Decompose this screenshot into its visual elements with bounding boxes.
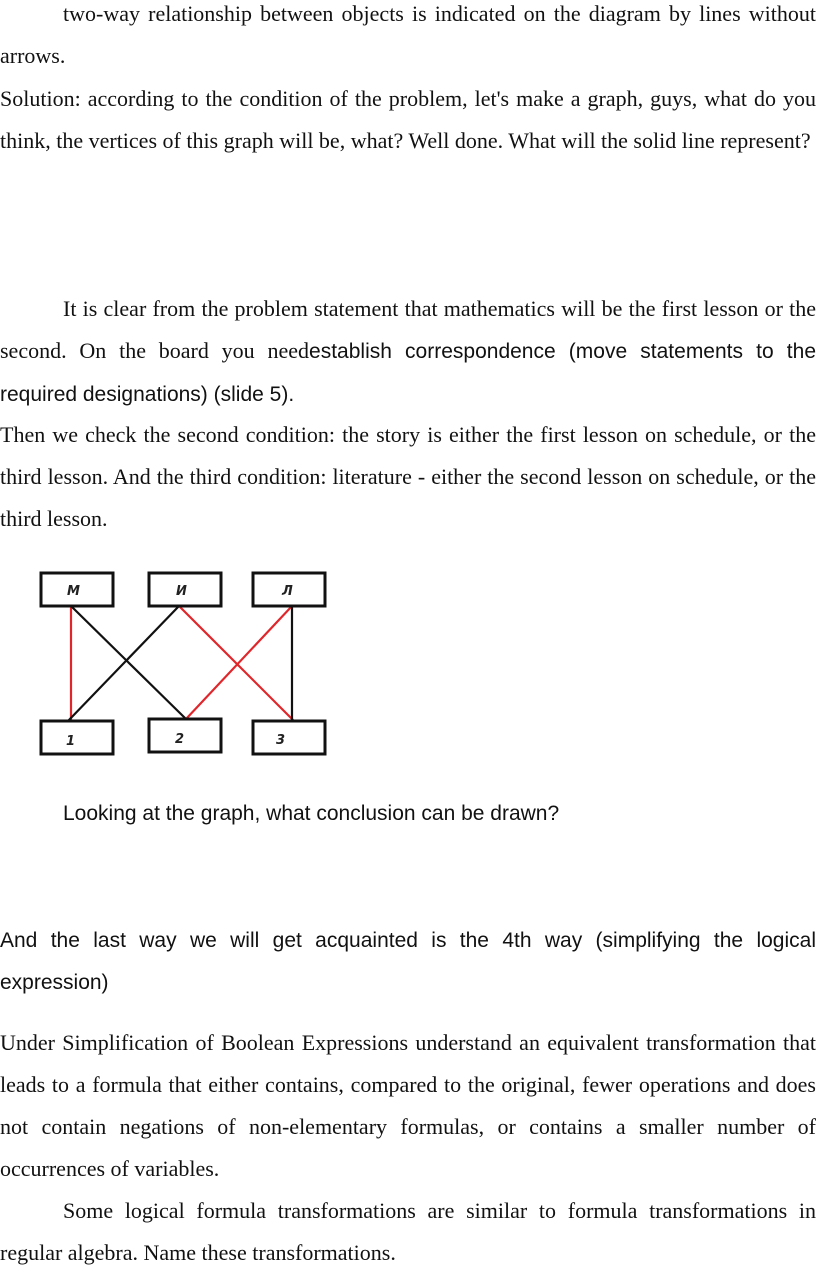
node-m bbox=[41, 573, 113, 606]
node-3-label: 3 bbox=[276, 733, 286, 748]
node-i-label: И bbox=[176, 584, 187, 599]
paragraph-simplification-definition: Under Simplification of Boolean Expressions understand an equivalent transformation that leads to a formula that either contains, compared to the original, fewer operations and does not contain negations of non-elementary formulas, or contains a smaller number of occurrences of variables. bbox=[0, 1030, 816, 1181]
node-m-label: М bbox=[67, 584, 80, 599]
paragraph-conditions: Then we check the second condition: the story is either the first lesson on schedule, or the third lesson. And the third condition: literature - either the second lesson on schedule, or the third lesson. bbox=[0, 422, 816, 531]
paragraph-problem-statement-text: It is clear from the problem statement that mathematics will be the first lesson or the second. On the board you need bbox=[0, 296, 816, 363]
lesson-graph bbox=[36, 566, 332, 762]
node-2 bbox=[149, 719, 221, 752]
node-2-label: 2 bbox=[175, 732, 185, 747]
paragraph-correspondence-text: establish correspondence (move statements to the required designations) (slide 5). bbox=[0, 340, 816, 406]
paragraph-graph-question: Looking at the graph, what conclusion can be drawn? bbox=[63, 802, 560, 825]
node-1 bbox=[41, 721, 113, 754]
paragraph-transformations: Some logical formula transformations are similar to formula transformations in regular algebra. Name these transformations. bbox=[0, 1198, 816, 1265]
node-i bbox=[149, 573, 221, 606]
edge-i-1 bbox=[68, 606, 179, 721]
node-l-label: Л bbox=[282, 584, 293, 599]
paragraph-solution: Solution: according to the condition of the problem, let's make a graph, guys, what do you think, the vertices of this graph will be, what? Well done. What will the solid line represent? bbox=[0, 86, 816, 153]
node-1-label: 1 bbox=[66, 734, 76, 749]
node-l bbox=[253, 573, 325, 606]
paragraph-two-way-relationship: two-way relationship between objects is indicated on the diagram by lines without arrows. bbox=[0, 1, 816, 68]
paragraph-problem-statement bbox=[0, 288, 816, 416]
node-3 bbox=[253, 721, 325, 754]
paragraph-fourth-way: And the last way we will get acquainted is the 4th way (simplifying the logical expression) bbox=[0, 929, 816, 994]
edge-m-2 bbox=[71, 606, 186, 719]
